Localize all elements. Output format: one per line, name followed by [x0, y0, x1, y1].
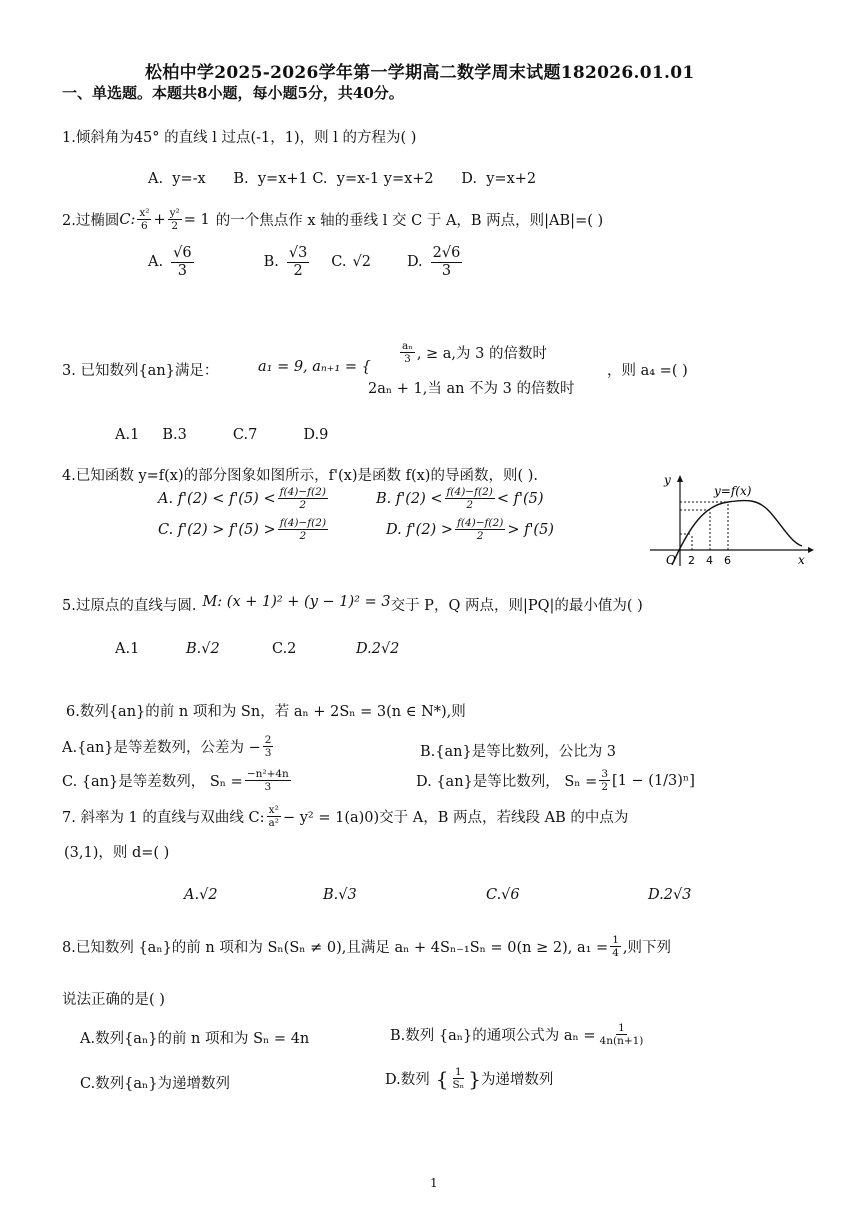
- graph-origin-label: O: [666, 553, 676, 567]
- x-axis-arrow: [808, 547, 814, 553]
- q5-opt-d: D.2√2: [356, 641, 400, 657]
- q7-opt-a: A.√2: [184, 887, 218, 903]
- graph-tick-2: 2: [688, 554, 695, 567]
- graph-tick-4: 4: [706, 554, 713, 567]
- q2-opt-b-label: B.: [263, 254, 279, 271]
- q2-eq-one: = 1: [183, 211, 210, 228]
- q6-stem: 6.数列{an}的前 n 项和为 Sn，若 aₙ + 2Sₙ = 3(n ∈ N*),则: [66, 704, 466, 720]
- q3-case1: $\frac{\text{aₙ}}{3}$ , ≥ a,为 3 的倍数时: [402, 340, 547, 366]
- q2-opt-d-value: $\frac{2√6}{3}$: [432, 245, 461, 279]
- q7-opt-d: D.2√3: [648, 887, 692, 903]
- q8-opt-d: D.数列 { $\frac{1}{\text{Sₙ}}$ } 为递增数列: [385, 1066, 554, 1092]
- q2-opt-d-label: D.: [406, 254, 423, 271]
- q3-tail: ，则 a₄ =( ): [607, 363, 688, 379]
- section-heading: 一、单选题。本题共8小题，每小题5分，共40分。: [62, 84, 404, 102]
- q8-stem-b: 说法正确的是( ): [62, 992, 165, 1008]
- page-title: 松柏中学2025-2026学年第一学期高二数学周末试题182026.01.01: [145, 63, 695, 83]
- q2-ellipse-prefix: C:: [119, 211, 136, 228]
- q7-opt-c: C.√6: [486, 887, 520, 903]
- q4-opt-b: B. f'(2) < $\frac{f(4)-f(2)}{2}$ < f'(5): [376, 486, 544, 512]
- graph-y-label: y: [664, 473, 671, 487]
- graph-tick-6: 6: [724, 554, 731, 567]
- q7-opt-b: B.√3: [323, 887, 357, 903]
- q3-stem: 3. 已知数列{an}满足：: [62, 363, 219, 379]
- q8-stem: 8.已知数列 {aₙ}的前 n 项和为 Sₙ(Sₙ ≠ 0),且满足 aₙ + 4Sₙ₋₁Sₙ = 0(n ≥ 2), a₁ = $\frac{1}{4}$ ,则下列: [62, 934, 671, 960]
- q4-opt-d: D. f'(2) > $\frac{f(4)-f(2)}{2}$ > f'(5): [386, 517, 554, 543]
- q7-stem-c: (3,1)，则 d=( ): [64, 845, 170, 861]
- q2-stem-a: 2.过椭圆: [62, 213, 120, 230]
- q7-stem: 7. 斜率为 1 的直线与双曲线 C: $\frac{\text{x²}}{\text{a²}}$ − y² = 1(a)0)交于 A，B 两点，若线段 AB 的中点为: [62, 804, 629, 830]
- q2-opt-a-value: $\frac{√6}{3}$: [173, 245, 192, 279]
- q8-opt-a: A.数列{aₙ}的前 n 项和为 Sₙ = 4n: [80, 1031, 310, 1047]
- q6-opt-b: B.{an}是等比数列，公比为 3: [420, 744, 617, 760]
- graph-x-label: x: [798, 553, 805, 567]
- q1-stem: 1.倾斜角为45° 的直线 l 过点(-1，1)，则 l 的方程为( ): [62, 130, 417, 146]
- q4-opt-c: C. f'(2) > f'(5) > $\frac{f(4)-f(2)}{2}$: [158, 517, 327, 543]
- q6-opt-d: D. {an}是等比数列， Sₙ = $\frac{3}{2}$ [1 − (1/3)ⁿ]: [416, 768, 695, 794]
- q2-opt-c-label: C.: [331, 254, 347, 271]
- q4-function-graph: [650, 470, 820, 570]
- q2-frac-y: $\frac{\text{y²}}{2}$: [169, 207, 180, 233]
- q4-stem: 4.已知函数 y=f(x)的部分图象如图所示，f'(x)是函数 f(x)的导函数，则( ).: [62, 468, 538, 484]
- q5-opt-a: A.1: [115, 641, 140, 657]
- q2-frac-x: $\frac{\text{x²}}{6}$: [139, 207, 150, 233]
- q3-given: a₁ = 9, aₙ₊₁ = {: [258, 359, 371, 375]
- q3-options: A.1 B.3 C.7 D.9: [115, 427, 329, 443]
- graph-func-label: y=f(x): [714, 484, 752, 498]
- q5-opt-c: C.2: [272, 641, 297, 657]
- q1-options: A. y=-x B. y=x+1 C. y=x-1 y=x+2 D. y=x+2: [148, 171, 537, 187]
- q6-opt-a: A.{an}是等差数列，公差为 − $\frac{2}{3}$: [62, 734, 272, 760]
- q2-options: [148, 245, 464, 279]
- q6-opt-c: C. {an}是等差数列， Sₙ = $\frac{\text{−n²+4n}}{3}$: [62, 768, 289, 794]
- q2-opt-c-value: √2: [352, 254, 371, 271]
- q2-stem-b: 的一个焦点作 x 轴的垂线 l 交 C 于 A，B 两点，则|AB|=( ): [215, 213, 604, 230]
- q5-opt-b: B.√2: [186, 641, 220, 657]
- y-axis-arrow: [677, 475, 683, 482]
- page-number: 1: [430, 1176, 438, 1190]
- q5-stem: 5.过原点的直线与圆. M: (x + 1)² + (y − 1)² = 3 交于 P，Q 两点，则|PQ|的最小值为( ): [62, 594, 643, 614]
- q8-opt-b: B.数列 {aₙ}的通项公式为 aₙ = $\frac{1}{4n(n+1)}$: [390, 1022, 644, 1048]
- q8-opt-c: C.数列{aₙ}为递增数列: [80, 1076, 231, 1092]
- q3-case2: 2aₙ + 1,当 an 不为 3 的倍数时: [368, 381, 575, 397]
- q4-opt-a: A. f'(2) < f'(5) < $\frac{f(4)-f(2)}{2}$: [158, 486, 326, 512]
- q2-stem: 2.过椭圆 C: $\frac{\text{x²}}{6}$ + $\frac{\text{y²}}{2}$ = 1 的一个焦点作 x 轴的垂线 l 交 C 于 A，B 两点，则|AB|=( ): [62, 207, 604, 233]
- q2-opt-b-value: $\frac{√3}{2}$: [288, 245, 308, 279]
- q2-opt-a-label: A.: [148, 254, 164, 271]
